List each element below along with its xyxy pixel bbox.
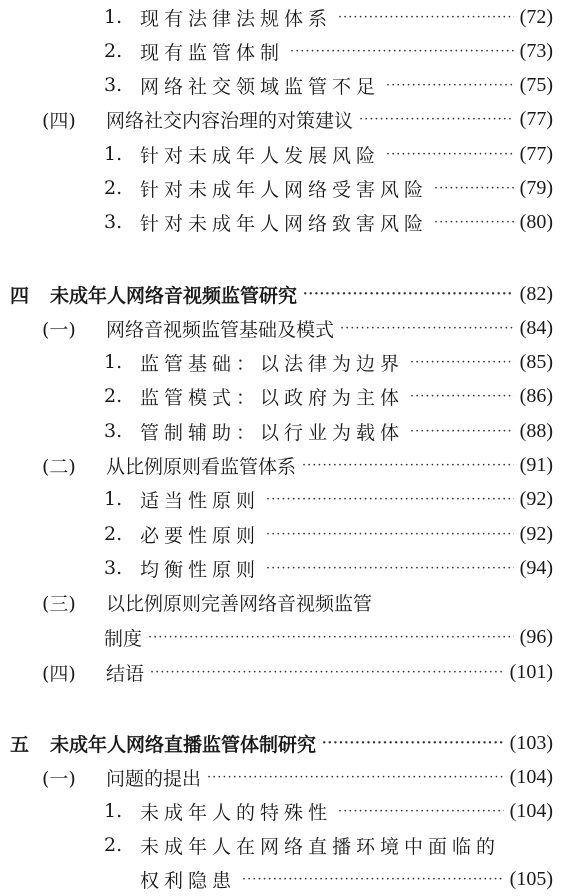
entry-page-number: (79) bbox=[519, 176, 553, 199]
leader-dots bbox=[434, 215, 514, 230]
entry-title: 网络社交内容治理的对策建议 bbox=[106, 109, 354, 132]
entry-title: 针对未成年人网络致害风险 bbox=[140, 212, 429, 235]
leader-dots bbox=[338, 10, 514, 25]
toc-entry[interactable] bbox=[104, 345, 553, 379]
entry-title: 针对未成年人网络受害风险 bbox=[140, 178, 429, 201]
entry-number: (一) bbox=[42, 767, 76, 790]
toc-entry[interactable] bbox=[42, 448, 553, 482]
entry-title: 问题的提出 bbox=[106, 767, 202, 790]
leader-dots bbox=[434, 181, 514, 196]
entry-page-number: (96) bbox=[519, 625, 553, 648]
toc-entry[interactable] bbox=[42, 585, 553, 619]
entry-number: 2. bbox=[104, 40, 123, 62]
toc-entry[interactable] bbox=[104, 828, 553, 862]
entry-title: 以比例原则完善网络音视频监管 bbox=[106, 592, 373, 615]
toc-entry[interactable] bbox=[104, 517, 553, 551]
toc-entry-continuation[interactable] bbox=[104, 620, 553, 654]
entry-number: 3. bbox=[104, 420, 123, 442]
leader-dots bbox=[150, 665, 504, 680]
entry-page-number: (105) bbox=[509, 867, 553, 890]
entry-title-continued: 权利隐患 bbox=[140, 869, 237, 892]
entry-page-number: (75) bbox=[519, 73, 553, 96]
entry-page-number: (80) bbox=[519, 210, 553, 233]
leader-dots bbox=[290, 44, 514, 59]
entry-title: 未成年人的特殊性 bbox=[140, 801, 333, 824]
entry-number: (四) bbox=[42, 109, 76, 132]
leader-dots bbox=[266, 492, 514, 507]
entry-title: 结语 bbox=[106, 662, 145, 685]
toc-entry[interactable] bbox=[104, 794, 553, 828]
entry-title: 从比例原则看监管体系 bbox=[106, 455, 297, 478]
entry-title: 未成年人在网络直播环境中面临的 bbox=[140, 835, 501, 858]
entry-number: 1. bbox=[104, 6, 123, 28]
entry-page-number: (82) bbox=[519, 282, 553, 305]
entry-page-number: (72) bbox=[519, 5, 553, 28]
entry-number: 3. bbox=[104, 211, 123, 233]
entry-page-number: (103) bbox=[509, 731, 553, 754]
toc-entry[interactable] bbox=[104, 68, 553, 102]
toc-chapter-entry[interactable] bbox=[10, 726, 553, 760]
entry-number: 2. bbox=[104, 177, 123, 199]
entry-title: 均衡性原则 bbox=[140, 558, 261, 581]
entry-page-number: (73) bbox=[519, 39, 553, 62]
leader-dots bbox=[410, 424, 514, 439]
entry-number: 3. bbox=[104, 74, 123, 96]
entry-page-number: (88) bbox=[519, 419, 553, 442]
entry-number: (三) bbox=[42, 592, 76, 615]
toc-entry[interactable] bbox=[104, 34, 553, 68]
toc-entry[interactable] bbox=[42, 311, 553, 345]
entry-title: 监管基础：以法律为边界 bbox=[140, 352, 405, 375]
toc-entry[interactable] bbox=[104, 551, 553, 585]
toc-entry-continuation[interactable] bbox=[140, 862, 553, 896]
entry-page-number: (84) bbox=[519, 316, 553, 339]
entry-page-number: (101) bbox=[509, 660, 553, 683]
toc-entry[interactable] bbox=[104, 205, 553, 239]
entry-number: (二) bbox=[42, 455, 76, 478]
leader-dots bbox=[338, 804, 504, 819]
entry-page-number: (92) bbox=[519, 522, 553, 545]
entry-page-number: (104) bbox=[509, 765, 553, 788]
entry-title: 管制辅助：以行业为载体 bbox=[140, 421, 405, 444]
entry-title: 监管模式：以政府为主体 bbox=[140, 386, 405, 409]
entry-page-number: (91) bbox=[519, 453, 553, 476]
entry-number: 3. bbox=[104, 557, 123, 579]
leader-dots bbox=[302, 458, 514, 473]
chapter-number: 四 bbox=[10, 284, 30, 307]
toc-entry[interactable] bbox=[42, 760, 553, 794]
leader-dots bbox=[266, 527, 514, 542]
toc-entry[interactable] bbox=[42, 655, 553, 689]
entry-number: 2. bbox=[104, 834, 123, 856]
chapter-title: 未成年人网络音视频监管研究 bbox=[50, 284, 298, 307]
leader-dots bbox=[340, 321, 514, 336]
entry-page-number: (86) bbox=[519, 384, 553, 407]
toc-entry[interactable] bbox=[104, 379, 553, 413]
leader-dots bbox=[207, 770, 504, 785]
leader-dots bbox=[266, 561, 514, 576]
entry-page-number: (77) bbox=[519, 142, 553, 165]
entry-number: 1. bbox=[104, 143, 123, 165]
entry-title-continued: 制度 bbox=[104, 627, 143, 650]
leader-dots bbox=[386, 78, 514, 93]
entry-number: 2. bbox=[104, 523, 123, 545]
entry-title: 针对未成年人发展风险 bbox=[140, 144, 381, 167]
chapter-number: 五 bbox=[10, 733, 30, 756]
entry-number: (一) bbox=[42, 318, 76, 341]
entry-title: 现有监管体制 bbox=[140, 41, 285, 64]
entry-page-number: (94) bbox=[519, 556, 553, 579]
leader-dots bbox=[322, 736, 504, 751]
entry-number: 1. bbox=[104, 800, 123, 822]
entry-title: 必要性原则 bbox=[140, 524, 261, 547]
entry-title: 网络音视频监管基础及模式 bbox=[106, 318, 335, 341]
leader-dots bbox=[148, 630, 514, 645]
leader-dots bbox=[303, 287, 514, 302]
leader-dots bbox=[410, 355, 514, 370]
entry-title: 网络社交领域监管不足 bbox=[140, 75, 381, 98]
entry-number: 2. bbox=[104, 385, 123, 407]
entry-number: 1. bbox=[104, 488, 123, 510]
toc-entry[interactable] bbox=[104, 414, 553, 448]
leader-dots bbox=[242, 872, 504, 887]
chapter-title: 未成年人网络直播监管体制研究 bbox=[50, 733, 317, 756]
leader-dots bbox=[386, 147, 514, 162]
toc-entry[interactable] bbox=[104, 0, 553, 34]
leader-dots bbox=[359, 112, 514, 127]
toc-entry[interactable] bbox=[42, 102, 553, 136]
toc-entry[interactable] bbox=[104, 137, 553, 171]
entry-number: (四) bbox=[42, 662, 76, 685]
entry-number: 1. bbox=[104, 351, 123, 373]
entry-page-number: (104) bbox=[509, 799, 553, 822]
entry-title: 现有法律法规体系 bbox=[140, 7, 333, 30]
toc-entry[interactable] bbox=[104, 482, 553, 516]
toc-chapter-entry[interactable] bbox=[10, 277, 553, 311]
entry-page-number: (85) bbox=[519, 350, 553, 373]
entry-page-number: (77) bbox=[519, 107, 553, 130]
entry-page-number: (92) bbox=[519, 487, 553, 510]
leader-dots bbox=[410, 389, 514, 404]
toc-entry[interactable] bbox=[104, 171, 553, 205]
entry-title: 适当性原则 bbox=[140, 489, 261, 512]
